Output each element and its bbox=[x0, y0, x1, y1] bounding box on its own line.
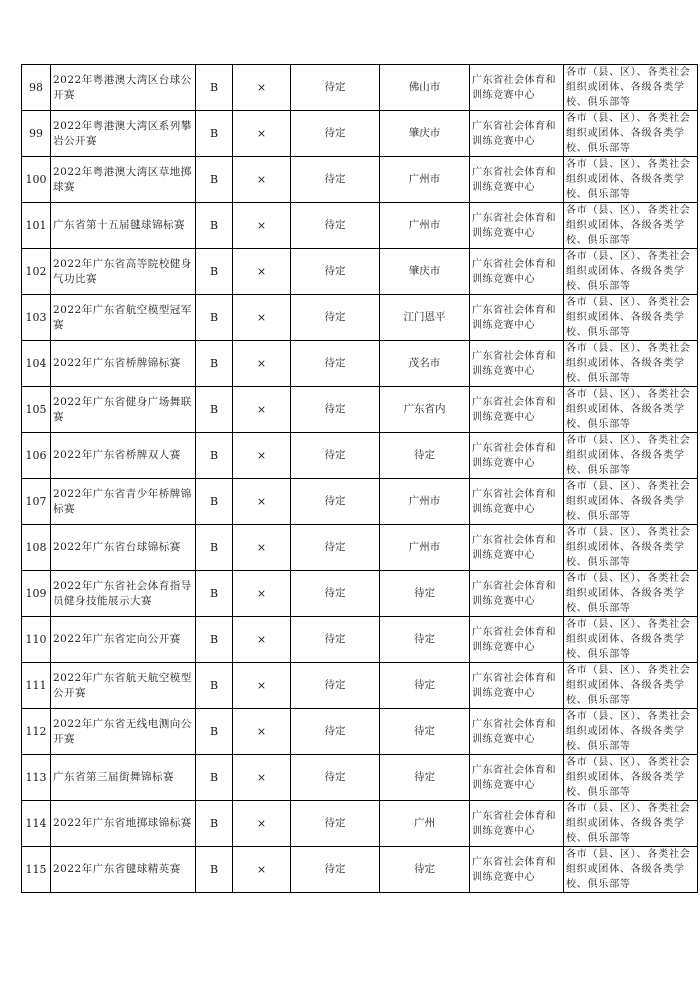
event-time-cell: 待定 bbox=[291, 571, 380, 617]
cross-mark-cell: × bbox=[233, 249, 291, 295]
event-place-cell: 江门恩平 bbox=[380, 295, 470, 341]
event-name-cell: 2022年广东省航天航空模型公开赛 bbox=[51, 663, 196, 709]
event-place-cell: 肇庆市 bbox=[380, 111, 470, 157]
cross-mark-cell: × bbox=[233, 433, 291, 479]
event-place-cell: 广州市 bbox=[380, 203, 470, 249]
participants-cell: 各市（县、区）、各类社会组织或团体、各级各类学校、俱乐部等 bbox=[564, 295, 698, 341]
event-time-cell: 待定 bbox=[291, 341, 380, 387]
row-number-cell: 115 bbox=[22, 847, 51, 893]
row-number-cell: 106 bbox=[22, 433, 51, 479]
event-level-cell: B bbox=[196, 387, 233, 433]
row-number-cell: 110 bbox=[22, 617, 51, 663]
organizer-cell: 广东省社会体育和训练竞赛中心 bbox=[470, 709, 564, 755]
organizer-cell: 广东省社会体育和训练竞赛中心 bbox=[470, 801, 564, 847]
event-name-cell: 2022年广东省健身广场舞联赛 bbox=[51, 387, 196, 433]
table-row bbox=[22, 525, 698, 571]
row-number-cell: 99 bbox=[22, 111, 51, 157]
event-name-cell: 广东省第三届街舞锦标赛 bbox=[51, 755, 196, 801]
row-number-cell: 108 bbox=[22, 525, 51, 571]
event-place-cell: 肇庆市 bbox=[380, 249, 470, 295]
row-number-cell: 109 bbox=[22, 571, 51, 617]
cross-mark-cell: × bbox=[233, 847, 291, 893]
event-name-cell: 2022年广东省毽球精英赛 bbox=[51, 847, 196, 893]
event-place-cell: 茂名市 bbox=[380, 341, 470, 387]
event-time-cell: 待定 bbox=[291, 295, 380, 341]
event-place-cell: 待定 bbox=[380, 709, 470, 755]
event-time-cell: 待定 bbox=[291, 157, 380, 203]
event-level-cell: B bbox=[196, 111, 233, 157]
event-place-cell: 待定 bbox=[380, 663, 470, 709]
table-row bbox=[22, 479, 698, 525]
table-row bbox=[22, 249, 698, 295]
table-row bbox=[22, 341, 698, 387]
table-row bbox=[22, 571, 698, 617]
event-name-cell: 2022年广东省社会体育指导员健身技能展示大赛 bbox=[51, 571, 196, 617]
organizer-cell: 广东省社会体育和训练竞赛中心 bbox=[470, 433, 564, 479]
participants-cell: 各市（县、区）、各类社会组织或团体、各级各类学校、俱乐部等 bbox=[564, 157, 698, 203]
row-number-cell: 105 bbox=[22, 387, 51, 433]
cross-mark-cell: × bbox=[233, 65, 291, 111]
event-time-cell: 待定 bbox=[291, 387, 380, 433]
organizer-cell: 广东省社会体育和训练竞赛中心 bbox=[470, 755, 564, 801]
participants-cell: 各市（县、区）、各类社会组织或团体、各级各类学校、俱乐部等 bbox=[564, 249, 698, 295]
row-number-cell: 98 bbox=[22, 65, 51, 111]
participants-cell: 各市（县、区）、各类社会组织或团体、各级各类学校、俱乐部等 bbox=[564, 663, 698, 709]
event-name-cell: 2022年广东省航空模型冠军赛 bbox=[51, 295, 196, 341]
event-place-cell: 待定 bbox=[380, 571, 470, 617]
event-level-cell: B bbox=[196, 525, 233, 571]
event-name-cell: 2022年广东省台球锦标赛 bbox=[51, 525, 196, 571]
event-level-cell: B bbox=[196, 433, 233, 479]
participants-cell: 各市（县、区）、各类社会组织或团体、各级各类学校、俱乐部等 bbox=[564, 709, 698, 755]
event-time-cell: 待定 bbox=[291, 249, 380, 295]
cross-mark-cell: × bbox=[233, 479, 291, 525]
participants-cell: 各市（县、区）、各类社会组织或团体、各级各类学校、俱乐部等 bbox=[564, 755, 698, 801]
participants-cell: 各市（县、区）、各类社会组织或团体、各级各类学校、俱乐部等 bbox=[564, 617, 698, 663]
event-time-cell: 待定 bbox=[291, 755, 380, 801]
cross-mark-cell: × bbox=[233, 801, 291, 847]
organizer-cell: 广东省社会体育和训练竞赛中心 bbox=[470, 111, 564, 157]
event-name-cell: 2022年广东省定向公开赛 bbox=[51, 617, 196, 663]
event-name-cell: 2022年广东省高等院校健身气功比赛 bbox=[51, 249, 196, 295]
event-name-cell: 2022年广东省青少年桥牌锦标赛 bbox=[51, 479, 196, 525]
event-level-cell: B bbox=[196, 801, 233, 847]
row-number-cell: 107 bbox=[22, 479, 51, 525]
table-row bbox=[22, 157, 698, 203]
event-name-cell: 2022年广东省桥牌锦标赛 bbox=[51, 341, 196, 387]
event-place-cell: 广州市 bbox=[380, 479, 470, 525]
participants-cell: 各市（县、区）、各类社会组织或团体、各级各类学校、俱乐部等 bbox=[564, 571, 698, 617]
organizer-cell: 广东省社会体育和训练竞赛中心 bbox=[470, 525, 564, 571]
row-number-cell: 113 bbox=[22, 755, 51, 801]
cross-mark-cell: × bbox=[233, 111, 291, 157]
event-place-cell: 广州市 bbox=[380, 525, 470, 571]
organizer-cell: 广东省社会体育和训练竞赛中心 bbox=[470, 847, 564, 893]
event-level-cell: B bbox=[196, 249, 233, 295]
event-level-cell: B bbox=[196, 571, 233, 617]
event-level-cell: B bbox=[196, 295, 233, 341]
event-time-cell: 待定 bbox=[291, 479, 380, 525]
cross-mark-cell: × bbox=[233, 203, 291, 249]
event-time-cell: 待定 bbox=[291, 111, 380, 157]
cross-mark-cell: × bbox=[233, 525, 291, 571]
event-time-cell: 待定 bbox=[291, 663, 380, 709]
row-number-cell: 103 bbox=[22, 295, 51, 341]
event-name-cell: 2022年粤港澳大湾区台球公开赛 bbox=[51, 65, 196, 111]
event-name-cell: 2022年粤港澳大湾区草地掷球赛 bbox=[51, 157, 196, 203]
cross-mark-cell: × bbox=[233, 755, 291, 801]
table-row bbox=[22, 203, 698, 249]
event-place-cell: 广州市 bbox=[380, 157, 470, 203]
organizer-cell: 广东省社会体育和训练竞赛中心 bbox=[470, 663, 564, 709]
cross-mark-cell: × bbox=[233, 387, 291, 433]
organizer-cell: 广东省社会体育和训练竞赛中心 bbox=[470, 571, 564, 617]
participants-cell: 各市（县、区）、各类社会组织或团体、各级各类学校、俱乐部等 bbox=[564, 525, 698, 571]
row-number-cell: 111 bbox=[22, 663, 51, 709]
participants-cell: 各市（县、区）、各类社会组织或团体、各级各类学校、俱乐部等 bbox=[564, 479, 698, 525]
organizer-cell: 广东省社会体育和训练竞赛中心 bbox=[470, 295, 564, 341]
row-number-cell: 112 bbox=[22, 709, 51, 755]
table-row bbox=[22, 617, 698, 663]
cross-mark-cell: × bbox=[233, 571, 291, 617]
event-place-cell: 佛山市 bbox=[380, 65, 470, 111]
cross-mark-cell: × bbox=[233, 295, 291, 341]
table-row bbox=[22, 847, 698, 893]
cross-mark-cell: × bbox=[233, 663, 291, 709]
organizer-cell: 广东省社会体育和训练竞赛中心 bbox=[470, 157, 564, 203]
events-table bbox=[21, 64, 698, 893]
event-place-cell: 待定 bbox=[380, 847, 470, 893]
participants-cell: 各市（县、区）、各类社会组织或团体、各级各类学校、俱乐部等 bbox=[564, 847, 698, 893]
event-level-cell: B bbox=[196, 617, 233, 663]
row-number-cell: 114 bbox=[22, 801, 51, 847]
event-time-cell: 待定 bbox=[291, 709, 380, 755]
row-number-cell: 101 bbox=[22, 203, 51, 249]
event-level-cell: B bbox=[196, 65, 233, 111]
table-row bbox=[22, 755, 698, 801]
cross-mark-cell: × bbox=[233, 157, 291, 203]
event-level-cell: B bbox=[196, 755, 233, 801]
event-level-cell: B bbox=[196, 341, 233, 387]
row-number-cell: 104 bbox=[22, 341, 51, 387]
event-level-cell: B bbox=[196, 479, 233, 525]
participants-cell: 各市（县、区）、各类社会组织或团体、各级各类学校、俱乐部等 bbox=[564, 387, 698, 433]
cross-mark-cell: × bbox=[233, 709, 291, 755]
participants-cell: 各市（县、区）、各类社会组织或团体、各级各类学校、俱乐部等 bbox=[564, 433, 698, 479]
event-time-cell: 待定 bbox=[291, 433, 380, 479]
organizer-cell: 广东省社会体育和训练竞赛中心 bbox=[470, 341, 564, 387]
event-level-cell: B bbox=[196, 663, 233, 709]
organizer-cell: 广东省社会体育和训练竞赛中心 bbox=[470, 65, 564, 111]
event-name-cell: 2022年广东省无线电测向公开赛 bbox=[51, 709, 196, 755]
event-place-cell: 待定 bbox=[380, 617, 470, 663]
event-place-cell: 待定 bbox=[380, 433, 470, 479]
event-time-cell: 待定 bbox=[291, 203, 380, 249]
table-row bbox=[22, 65, 698, 111]
row-number-cell: 100 bbox=[22, 157, 51, 203]
organizer-cell: 广东省社会体育和训练竞赛中心 bbox=[470, 249, 564, 295]
participants-cell: 各市（县、区）、各类社会组织或团体、各级各类学校、俱乐部等 bbox=[564, 111, 698, 157]
participants-cell: 各市（县、区）、各类社会组织或团体、各级各类学校、俱乐部等 bbox=[564, 341, 698, 387]
event-place-cell: 广东省内 bbox=[380, 387, 470, 433]
table-row bbox=[22, 387, 698, 433]
event-name-cell: 广东省第十五届毽球锦标赛 bbox=[51, 203, 196, 249]
table-row bbox=[22, 111, 698, 157]
event-level-cell: B bbox=[196, 709, 233, 755]
event-level-cell: B bbox=[196, 847, 233, 893]
event-time-cell: 待定 bbox=[291, 65, 380, 111]
event-name-cell: 2022年广东省桥牌双人赛 bbox=[51, 433, 196, 479]
event-level-cell: B bbox=[196, 157, 233, 203]
event-time-cell: 待定 bbox=[291, 847, 380, 893]
cross-mark-cell: × bbox=[233, 341, 291, 387]
event-time-cell: 待定 bbox=[291, 801, 380, 847]
event-name-cell: 2022年粤港澳大湾区系列攀岩公开赛 bbox=[51, 111, 196, 157]
table-row bbox=[22, 709, 698, 755]
cross-mark-cell: × bbox=[233, 617, 291, 663]
row-number-cell: 102 bbox=[22, 249, 51, 295]
event-name-cell: 2022年广东省地掷球锦标赛 bbox=[51, 801, 196, 847]
table-row bbox=[22, 433, 698, 479]
event-time-cell: 待定 bbox=[291, 525, 380, 571]
participants-cell: 各市（县、区）、各类社会组织或团体、各级各类学校、俱乐部等 bbox=[564, 801, 698, 847]
participants-cell: 各市（县、区）、各类社会组织或团体、各级各类学校、俱乐部等 bbox=[564, 65, 698, 111]
table-row bbox=[22, 295, 698, 341]
organizer-cell: 广东省社会体育和训练竞赛中心 bbox=[470, 479, 564, 525]
events-table-body bbox=[22, 65, 698, 893]
participants-cell: 各市（县、区）、各类社会组织或团体、各级各类学校、俱乐部等 bbox=[564, 203, 698, 249]
event-level-cell: B bbox=[196, 203, 233, 249]
organizer-cell: 广东省社会体育和训练竞赛中心 bbox=[470, 387, 564, 433]
table-row bbox=[22, 801, 698, 847]
event-time-cell: 待定 bbox=[291, 617, 380, 663]
event-place-cell: 广州 bbox=[380, 801, 470, 847]
organizer-cell: 广东省社会体育和训练竞赛中心 bbox=[470, 203, 564, 249]
table-row bbox=[22, 663, 698, 709]
organizer-cell: 广东省社会体育和训练竞赛中心 bbox=[470, 617, 564, 663]
event-place-cell: 待定 bbox=[380, 755, 470, 801]
